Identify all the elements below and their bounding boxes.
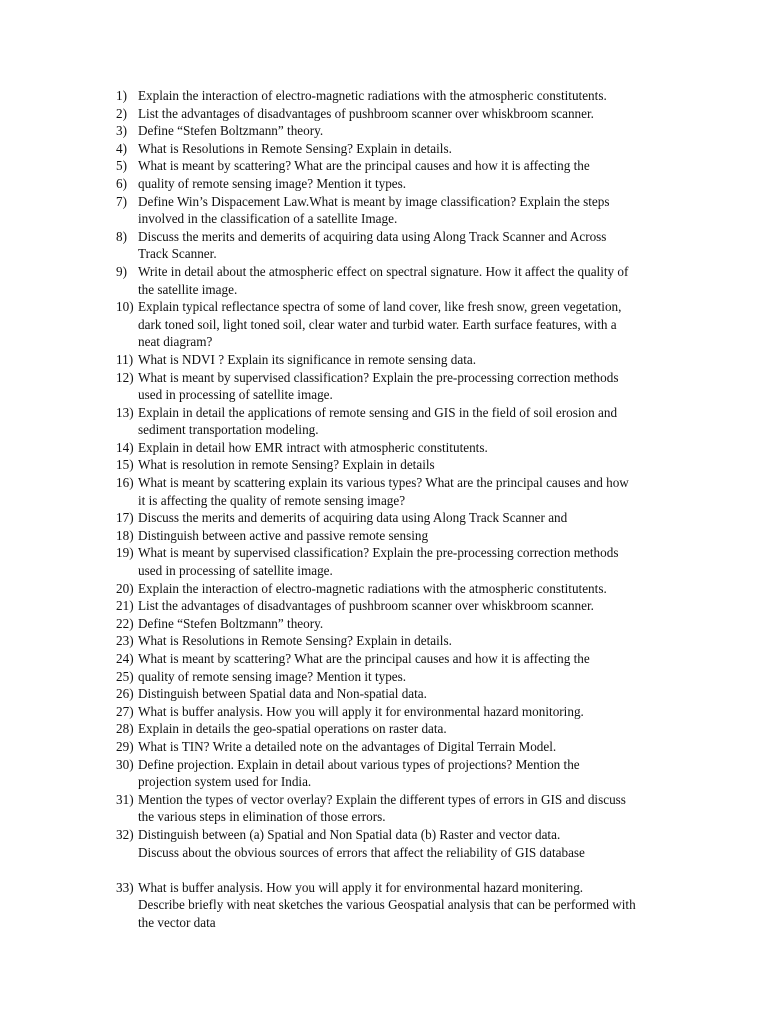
question-list [116,87,686,932]
question-text-line: Distinguish between Spatial data and Non-spatial data. [138,686,427,702]
question-text-line: Explain the interaction of electro-magnetic radiations with the atmospheric constitutents. [138,88,607,103]
question-number: 27) [116,703,134,719]
question-number: 24) [116,651,134,666]
question-item [116,615,686,633]
question-item [116,720,686,738]
question-text-line: quality of remote sensing image? Mention it types. [138,668,407,684]
question-item [116,580,686,598]
question-item [116,544,686,579]
question-text-line: Describe briefly with neat sketches the various Geospatial analysis that can be performed with [138,897,636,913]
question-text-line: Explain in details the geo-spatial operations on raster data. [138,721,447,737]
question-text-line: the satellite image. [138,281,238,297]
question-text-line: What is meant by supervised classification? Explain the pre-processing correction methods [138,545,619,561]
question-item [116,527,686,545]
question-text-line: What is Resolutions in Remote Sensing? Explain in details. [138,633,452,649]
question-text-line: List the advantages of disadvantages of pushbroom scanner over whiskbroom scanner. [138,105,594,121]
question-number: 4) [116,140,127,156]
question-text-line: What is meant by scattering? What are the principal causes and how it is affecting the [138,158,590,174]
question-number: 12) [116,369,134,385]
question-text-line: What is meant by supervised classification? Explain the pre-processing correction methods [138,369,619,385]
question-text-line: Define “Stefen Boltzmann” theory. [138,123,324,139]
question-number: 15) [116,457,134,473]
question-number: 23) [116,633,134,649]
question-item [116,140,686,158]
question-item [116,703,686,721]
question-item [116,668,686,686]
question-item [116,263,686,298]
question-number: 32) [116,826,134,842]
question-text-line: What is meant by scattering? What are the principal causes and how it is affecting the [138,651,590,666]
question-number: 21) [116,598,134,614]
question-text-line: Explain typical reflectance spectra of some of land cover, like fresh snow, green vegetation, [138,299,622,315]
question-text-line: it is affecting the quality of remote sensing image? [138,492,406,508]
question-text-line: projection system used for India. [138,774,312,790]
question-item [116,351,686,369]
question-text-line: quality of remote sensing image? Mention it types. [138,175,407,191]
question-item [116,650,686,668]
question-number: 29) [116,738,134,754]
question-number: 25) [116,668,134,684]
question-text-line: Discuss the merits and demerits of acquiring data using Along Track Scanner and Across [138,228,607,244]
question-text-line: What is buffer analysis. How you will apply it for environmental hazard monitering. [138,879,584,895]
question-text-line: Explain in detail the applications of remote sensing and GIS in the field of soil erosion and [138,404,618,420]
question-number: 14) [116,439,134,455]
question-number: 10) [116,299,134,315]
question-item [116,228,686,263]
question-text-line: Track Scanner. [138,246,217,262]
question-text-line: neat diagram? [138,334,213,350]
question-item [116,632,686,650]
question-item [116,685,686,703]
question-number: 30) [116,756,134,772]
question-text-line: What is resolution in remote Sensing? Explain in details [138,457,435,473]
question-number: 8) [116,228,127,244]
question-number: 16) [116,475,134,491]
question-number: 2) [116,105,127,121]
question-item [116,157,686,175]
question-item [116,456,686,474]
question-text-line: What is buffer analysis. How you will apply it for environmental hazard monitoring. [138,703,584,719]
question-text-line: What is Resolutions in Remote Sensing? Explain in details. [138,140,452,156]
question-item [116,105,686,123]
question-text-line: Distinguish between active and passive remote sensing [138,527,429,543]
question-item [116,756,686,791]
question-item [116,474,686,509]
question-number: 5) [116,158,127,174]
question-text-line: sediment transportation modeling. [138,422,319,438]
question-item [116,404,686,439]
question-item [116,791,686,826]
question-text-line: the various steps in elimination of those errors. [138,809,386,825]
question-number: 31) [116,791,134,807]
question-text-line: dark toned soil, light toned soil, clear water and turbid water. Earth surface features, with a [138,316,617,332]
question-text-line: Distinguish between (a) Spatial and Non Spatial data (b) Raster and vector data. [138,826,561,842]
question-text-line: used in processing of satellite image. [138,387,333,403]
question-item [116,597,686,615]
question-text-line: Define Win’s Dispacement Law.What is meant by image classification? Explain the steps [138,193,610,209]
question-number: 11) [116,351,134,367]
question-item [116,738,686,756]
question-text-line: Explain the interaction of electro-magnetic radiations with the atmospheric constitutents. [138,580,607,596]
question-text-line: Define projection. Explain in detail about various types of projections? Mention the [138,756,580,772]
question-item [116,509,686,527]
question-number: 13) [116,404,134,420]
question-text-line: Discuss about the obvious sources of errors that affect the reliability of GIS database [138,844,585,860]
question-text-line: Mention the types of vector overlay? Explain the different types of errors in GIS and discuss [138,791,626,807]
question-item [116,879,686,932]
question-number: 7) [116,193,127,209]
question-item [116,175,686,193]
question-text-line: involved in the classification of a satellite Image. [138,211,398,227]
question-item [116,298,686,351]
question-item [116,439,686,457]
question-number: 28) [116,721,134,737]
question-text-line: Write in detail about the atmospheric effect on spectral signature. How it affect the quality of [138,263,629,279]
question-text-line: What is TIN? Write a detailed note on the advantages of Digital Terrain Model. [138,738,557,754]
question-text-line: What is meant by scattering explain its various types? What are the principal causes and how [138,475,629,491]
question-item [116,122,686,140]
question-text-line: Define “Stefen Boltzmann” theory. [138,615,324,631]
question-text-line: List the advantages of disadvantages of pushbroom scanner over whiskbroom scanner. [138,598,594,614]
question-text-line: Discuss the merits and demerits of acquiring data using Along Track Scanner and [138,510,568,526]
question-text-line: the vector data [138,914,216,930]
question-number: 22) [116,615,134,631]
question-item [116,193,686,228]
question-number: 9) [116,263,127,279]
question-text-line: used in processing of satellite image. [138,563,333,579]
question-number: 26) [116,686,134,702]
question-text-line: What is NDVI ? Explain its significance in remote sensing data. [138,351,477,367]
question-number: 3) [116,123,127,139]
question-number: 1) [116,88,127,103]
question-number: 6) [116,175,127,191]
question-number: 17) [116,510,134,526]
question-number: 33) [116,879,134,895]
question-number: 20) [116,580,134,596]
question-number: 18) [116,527,134,543]
question-text-line: Explain in detail how EMR intract with atmospheric constitutents. [138,439,488,455]
question-item [116,826,686,861]
question-number: 19) [116,545,134,561]
question-item [116,87,686,105]
question-item [116,369,686,404]
